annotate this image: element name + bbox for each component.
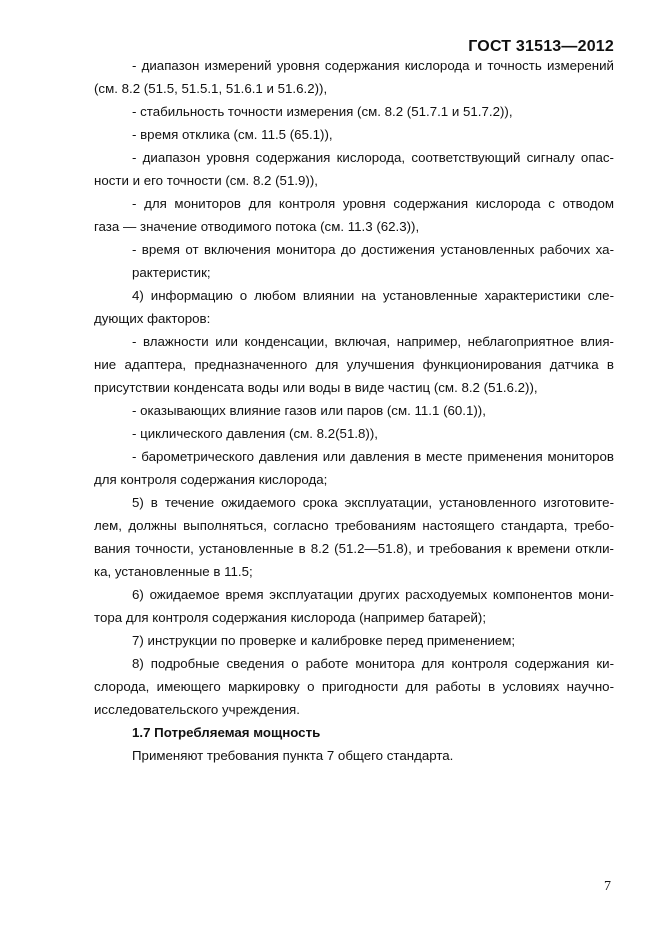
text-line: 6) ожидаемое время эксплуатации других расходуемых компонентов мони- — [132, 587, 614, 602]
text-line: - для мониторов для контроля уровня содержания кислорода с отводом — [132, 196, 614, 211]
text-line: тора для контроля содержания кислорода (например батарей); — [94, 610, 487, 625]
text-line: - оказывающих влияние газов или паров (см. 11.1 (60.1)), — [132, 403, 486, 418]
text-line: газа — значение отводимого потока (см. 11.3 (62.3)), — [94, 219, 420, 234]
text-line: ка, установленные в 11.5; — [94, 564, 253, 579]
text-line: ние адаптера, предназначенного для улучшения функционирования датчика в — [94, 357, 614, 372]
text-line: исследовательского учреждения. — [94, 702, 300, 717]
text-line: рактеристик; — [132, 265, 211, 280]
text-line: слорода, имеющего маркировку о пригодности для работы в условиях научно- — [94, 679, 614, 694]
text-line: вания точности, установленные в 8.2 (51.2—51.8), и требования к времени откли- — [94, 541, 614, 556]
text-line: 5) в течение ожидаемого срока эксплуатации, установленного изготовите- — [132, 495, 614, 510]
text-line: (см. 8.2 (51.5, 51.5.1, 51.6.1 и 51.6.2)), — [94, 81, 328, 96]
text-line: присутствии конденсата воды или воды в виде частиц (см. 8.2 (51.6.2)), — [94, 380, 538, 395]
text-line: 7) инструкции по проверке и калибровке перед применением; — [132, 633, 516, 648]
text-line: - циклического давления (см. 8.2(51.8)), — [132, 426, 378, 441]
text-line: - влажности или конденсации, включая, например, неблагоприятное влия- — [132, 334, 614, 349]
text-line: - барометрического давления или давления в месте применения мониторов — [132, 449, 614, 464]
text-line: 8) подробные сведения о работе монитора для контроля содержания ки- — [132, 656, 614, 671]
text-line: - стабильность точности измерения (см. 8.2 (51.7.1 и 51.7.2)), — [132, 104, 513, 119]
text-line: для контроля содержания кислорода; — [94, 472, 328, 487]
document-standard-id: ГОСТ 31513—2012 — [468, 38, 614, 55]
page-number: 7 — [604, 879, 611, 894]
text-line: лем, должны выполняться, согласно требованиям настоящего стандарта, требо- — [94, 518, 614, 533]
text-line: - время отклика (см. 11.5 (65.1)), — [132, 127, 333, 142]
text-line: ности и его точности (см. 8.2 (51.9)), — [94, 173, 318, 188]
text-line: - диапазон уровня содержания кислорода, соответствующий сигналу опас- — [132, 150, 614, 165]
text-line: Применяют требования пункта 7 общего стандарта. — [132, 748, 454, 763]
text-line: 4) информацию о любом влиянии на установленные характеристики сле- — [132, 288, 614, 303]
text-line: - время от включения монитора до достижения установленных рабочих ха- — [132, 242, 614, 257]
text-line: - диапазон измерений уровня содержания кислорода и точность измерений — [132, 58, 614, 73]
section-heading: 1.7 Потребляемая мощность — [132, 725, 321, 740]
text-line: дующих факторов: — [94, 311, 211, 326]
document-body — [94, 54, 614, 767]
